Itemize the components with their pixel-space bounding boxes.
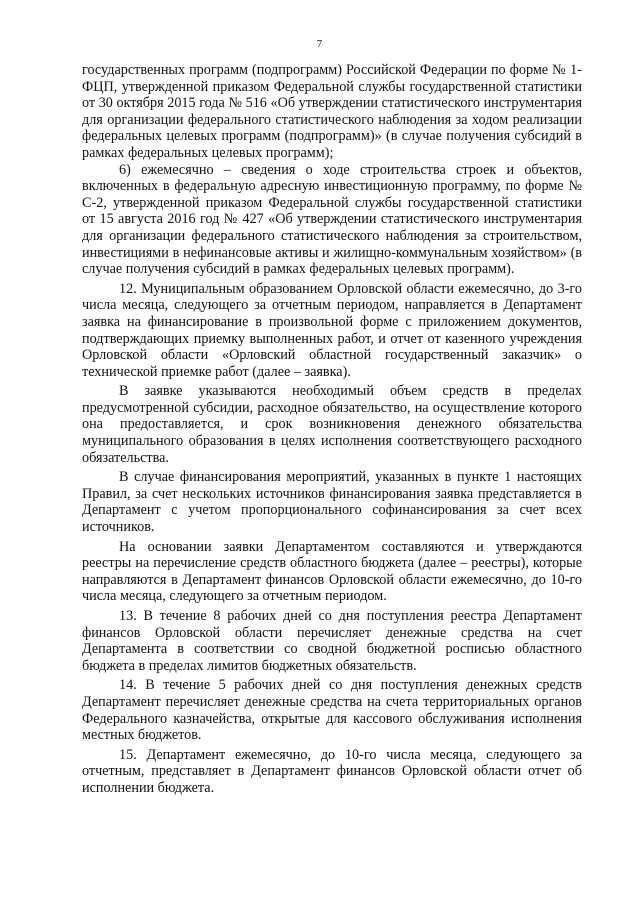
page-number: 7	[316, 38, 323, 50]
paragraph-multiple-sources: В случае финансирования мероприятий, указанных в пункте 1 настоящих Правил, за счет нескольких источников финансирования заявка представляется в Департамент с учетом пропорционального софинансирования за счет всех источников.	[82, 469, 582, 536]
paragraph-clause-14: 14. В течение 5 рабочих дней со дня поступления денежных средств Департамент перечисляет денежные средства на счета территориальных органов Федерального казначейства, открытые для кассового обслуживания исполнения местных бюджетов.	[82, 677, 582, 744]
paragraph-registers: На основании заявки Департаментом составляются и утверждаются реестры на перечисление средств областного бюджета (далее – реестры), которые направляются в Департамент финансов Орловской области ежемесячно, до 10-го числа месяца, следующего за отчетным периодом.	[82, 538, 582, 605]
paragraph-clause-13: 13. В течение 8 рабочих дней со дня поступления реестра Департамент финансов Орловской области перечисляет денежные средства на счет Департамента в соответствии со сводной бюджетной росписью областного бюджета в пределах лимитов бюджетных обязательств.	[82, 608, 582, 674]
paragraph-item-6: 6) ежемесячно – сведения о ходе строительства строек и объектов, включенных в федеральную адресную инвестиционную программу, по форме № С-2, утвержденной приказом Федеральной службы государственной статистики от 15 августа 2016 год № 427 «Об утверждении статистического инструментария для организации федерального статистического наблюдения за строительством, инвестициями в нефинансовые активы и жилищно-коммунальным хозяйством» (в случае получения субсидий в рамках федеральных целевых программ).	[82, 161, 582, 278]
document-body	[82, 62, 582, 797]
paragraph-application-contents: В заявке указываются необходимый объем средств в пределах предусмотренной субсидии, расходное обязательство, на осуществление которого она предоставляется, и срок возникновения денежного обязательства муниципального образования в целях исполнения соответствующего расходного обязательства.	[82, 383, 582, 466]
paragraph-clause-12: 12. Муниципальным образованием Орловской области ежемесячно, до 3-го числа месяца, следующего за отчетным периодом, направляется в Департамент заявка на финансирование в произвольной форме с приложением документов, подтверждающих приемку выполненных работ, и отчет от казенного учреждения Орловской области «Орловский областной государственный заказчик» о технической приемке работ (далее – заявка).	[82, 280, 582, 380]
paragraph-continuation: государственных программ (подпрограмм) Российской Федерации по форме № 1-ФЦП, утвержденной приказом Федеральной службы государственной статистики от 30 октября 2015 года № 516 «Об утверждении статистического инструментария для организации федерального статистического наблюдения за ходом реализации федеральных целевых программ (подпрограмм)» (в случае получения субсидий в рамках федеральных целевых программ);	[82, 62, 582, 161]
paragraph-clause-15: 15. Департамент ежемесячно, до 10-го числа месяца, следующего за отчетным, представляет в Департамент финансов Орловской области отчет об исполнении бюджета.	[82, 746, 582, 796]
